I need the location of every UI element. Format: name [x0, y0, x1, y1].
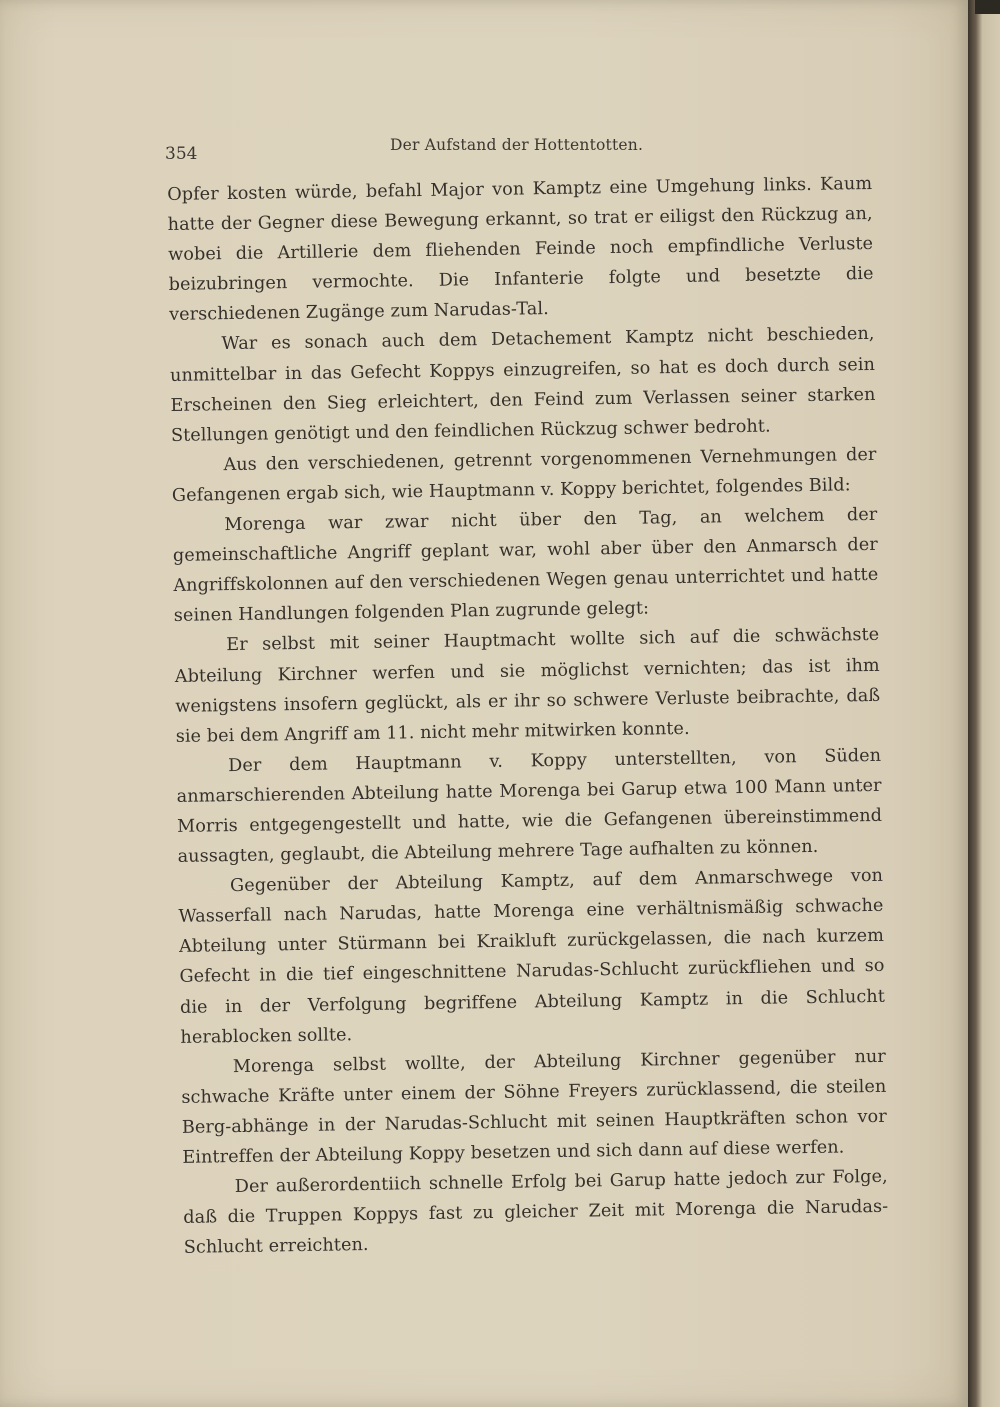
paragraph: Aus den verschiedenen, getrennt vorgenommenen Vernehmungen der Gefangenen ergab sich, wie Hauptmann v. Koppy berichtet, folgendes Bild: — [171, 444, 877, 506]
book-cover-corner — [975, 0, 1000, 14]
running-title: Der Aufstand der Hottentotten. — [390, 136, 644, 154]
book-spine-edge — [968, 0, 1000, 1407]
paragraph: Gegenüber der Abteilung Kamptz, auf dem Anmarschwege von Wasserfall nach Narudas, hatte Morenga eine verhältnismäßig schwache Abteilung unter Stürmann bei Kraikluft zurückgelassen, die nach kurzem Gefecht in die tief eingeschnittene Narudas-Schlucht zurückfliehen und so die in der Verfolgung begriffene Abteilung Kamptz in die Schlucht herablocken sollte. — [178, 865, 886, 1048]
page-number: 354 — [165, 144, 198, 164]
paragraph: Morenga selbst wollte, der Abteilung Kirchner gegenüber nur schwache Kräfte unter einem der Söhne Freyers zurücklassend, die steilen Berg-abhänge in der Narudas-Schlucht mit seinen Hauptkräften schon vor Eintreffen der Abteilung Koppy besetzen und sich dann auf diese werfen. — [181, 1046, 887, 1168]
paragraph: Der außerordentiich schnelle Erfolg bei Garup hatte jedoch zur Folge, daß die Truppen Koppys fast zu gleicher Zeit mit Morenga die Narudas-Schlucht erreichten. — [183, 1166, 889, 1259]
page-header — [165, 134, 870, 164]
paragraph: Der dem Hauptmann v. Koppy unterstellten, von Süden anmarschierenden Abteilung hatte Morenga bei Garup etwa 100 Mann unter Morris entgegengestellt und hatte, wie die Gefangenen übereinstimmend aussagten, geglaubt, die Abteilung mehrere Tage aufhalten zu können. — [176, 745, 883, 867]
body-text — [167, 169, 889, 1263]
paragraph: War es sonach auch dem Detachement Kamptz nicht beschieden, unmittelbar in das Gefecht Koppys einzugreifen, so hat es doch durch sein Erscheinen den Sieg erleichtert, den Feind zum Verlassen seiner starken Stellungen genötigt und den feindlichen Rückzug schwer bedroht. — [169, 324, 876, 446]
paragraph: Er selbst mit seiner Hauptmacht wollte sich auf die schwächste Abteilung Kirchner werfen und sie möglichst vernichten; das ist ihm wenigstens insofern geglückt, als er ihr so schwere Verluste beibrachte, daß sie bei dem Angriff am 11. nicht mehr mitwirken konnte. — [174, 625, 881, 747]
paragraph: Opfer kosten würde, befahl Major von Kamptz eine Umgehung links. Kaum hatte der Gegner diese Bewegung erkannt, so trat er eiligst den Rückzug an, wobei die Artillerie dem fliehenden Feinde noch empfindliche Verluste beizubringen vermochte. Die Infanterie folgte und besetzte die verschiedenen Zugänge zum Narudas-Tal. — [167, 173, 874, 326]
paragraph: Morenga war zwar nicht über den Tag, an welchem der gemeinschaftliche Angriff geplant war, wohl aber über den Anmarsch der Angriffskolonnen auf den verschiedenen Wegen genau unterrichtet und hatte seinen Handlungen folgenden Plan zugrunde gelegt: — [172, 504, 879, 627]
